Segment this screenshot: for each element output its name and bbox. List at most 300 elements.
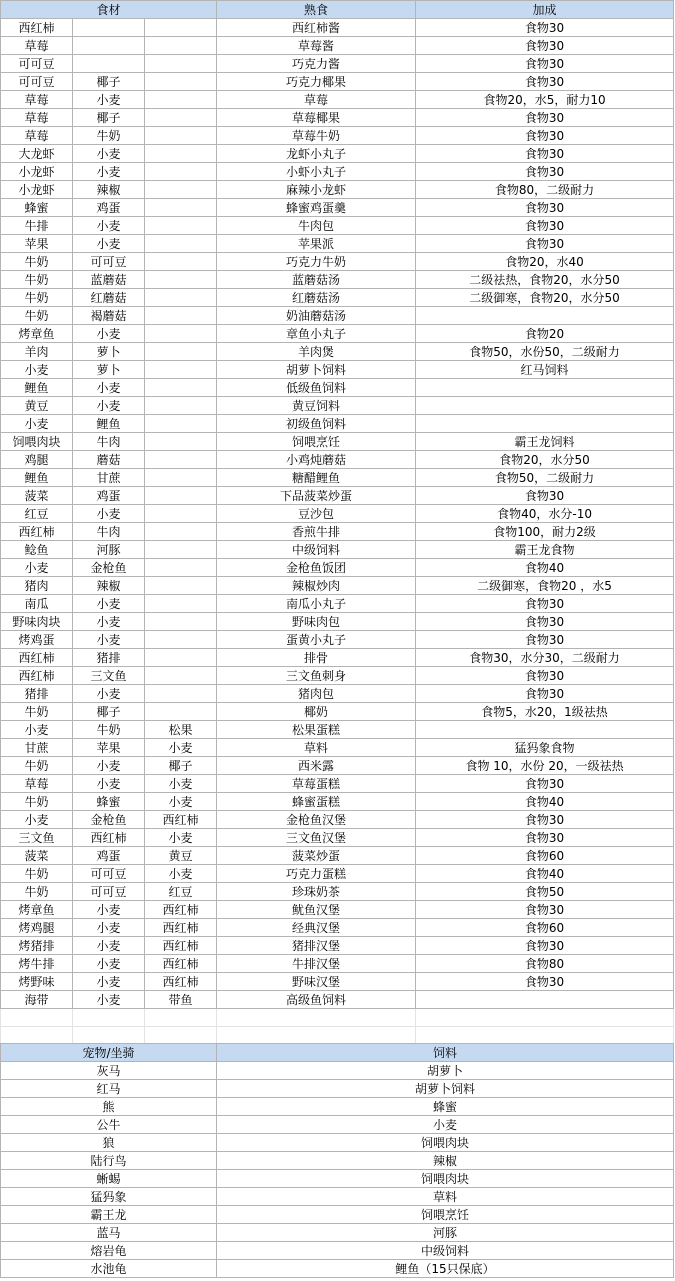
table-row <box>1 595 674 613</box>
dish-cell: 巧克力蛋糕 <box>217 865 416 883</box>
bonus-cell: 食物20，水5，耐力10 <box>416 91 674 109</box>
table-row <box>1 361 674 379</box>
table-row <box>1 1224 674 1242</box>
table-row <box>1 1062 674 1080</box>
ingredient-3-cell <box>145 271 217 289</box>
bonus-cell <box>416 397 674 415</box>
table-row <box>1 1206 674 1224</box>
dish-cell: 高级鱼饲料 <box>217 991 416 1009</box>
bonus-cell: 食物30 <box>416 595 674 613</box>
ingredient-2-cell: 小麦 <box>73 631 145 649</box>
feed-cell: 蜂蜜 <box>217 1098 674 1116</box>
table-row <box>1 217 674 235</box>
ingredient-3-cell <box>145 523 217 541</box>
pet-cell: 红马 <box>1 1080 217 1098</box>
dish-cell: 草莓牛奶 <box>217 127 416 145</box>
pet-cell: 霸王龙 <box>1 1206 217 1224</box>
pet-cell: 熔岩龟 <box>1 1242 217 1260</box>
dish-cell: 胡萝卜饲料 <box>217 361 416 379</box>
dish-cell: 牛肉包 <box>217 217 416 235</box>
bonus-cell <box>416 721 674 739</box>
feed-cell: 草料 <box>217 1188 674 1206</box>
bonus-cell: 红马饲料 <box>416 361 674 379</box>
bonus-cell: 食物30 <box>416 109 674 127</box>
pet-cell: 蜥蜴 <box>1 1170 217 1188</box>
empty-cell <box>73 1009 145 1027</box>
ingredient-3-cell <box>145 433 217 451</box>
ingredient-2-cell: 小麦 <box>73 775 145 793</box>
dish-cell: 小鸡炖蘑菇 <box>217 451 416 469</box>
ingredient-1-cell: 草莓 <box>1 127 73 145</box>
ingredient-2-cell: 猪排 <box>73 649 145 667</box>
ingredient-2-cell: 小麦 <box>73 757 145 775</box>
ingredient-1-cell: 苹果 <box>1 235 73 253</box>
ingredient-3-cell <box>145 73 217 91</box>
table-row <box>1 703 674 721</box>
ingredient-3-cell <box>145 631 217 649</box>
dish-cell: 西红柿酱 <box>217 19 416 37</box>
ingredient-2-cell: 小麦 <box>73 91 145 109</box>
dish-cell: 羊肉煲 <box>217 343 416 361</box>
ingredient-3-cell <box>145 253 217 271</box>
dish-cell: 椰奶 <box>217 703 416 721</box>
ingredient-2-cell: 褐蘑菇 <box>73 307 145 325</box>
dish-cell: 豆沙包 <box>217 505 416 523</box>
ingredient-2-cell: 小麦 <box>73 505 145 523</box>
bonus-cell: 食物30 <box>416 199 674 217</box>
ingredient-2-cell: 鸡蛋 <box>73 847 145 865</box>
table-row <box>1 775 674 793</box>
ingredient-3-cell: 西红柿 <box>145 811 217 829</box>
table-row <box>1 757 674 775</box>
table-row <box>1 1098 674 1116</box>
feed-cell: 河豚 <box>217 1224 674 1242</box>
ingredient-2-cell: 小麦 <box>73 937 145 955</box>
ingredient-3-cell: 小麦 <box>145 829 217 847</box>
table-row <box>1 253 674 271</box>
dish-cell: 猪肉包 <box>217 685 416 703</box>
empty-cell <box>145 1027 217 1045</box>
bonus-cell: 食物20 <box>416 325 674 343</box>
ingredient-3-cell <box>145 181 217 199</box>
ingredient-3-cell <box>145 145 217 163</box>
ingredient-1-cell: 羊肉 <box>1 343 73 361</box>
bonus-cell: 食物30 <box>416 811 674 829</box>
ingredient-2-cell: 可可豆 <box>73 865 145 883</box>
ingredient-3-cell: 西红柿 <box>145 955 217 973</box>
ingredient-3-cell: 带鱼 <box>145 991 217 1009</box>
table-row <box>1 127 674 145</box>
ingredient-2-cell: 牛奶 <box>73 127 145 145</box>
ingredient-2-cell: 小麦 <box>73 901 145 919</box>
bonus-cell: 食物40，水分-10 <box>416 505 674 523</box>
table-row <box>1 685 674 703</box>
dish-cell: 巧克力酱 <box>217 55 416 73</box>
header-bonus: 加成 <box>416 1 674 19</box>
table-row <box>1 37 674 55</box>
table-row <box>1 523 674 541</box>
table-row <box>1 829 674 847</box>
bonus-cell: 食物30 <box>416 829 674 847</box>
bonus-cell: 食物50，水份50，二级耐力 <box>416 343 674 361</box>
ingredient-1-cell: 小龙虾 <box>1 163 73 181</box>
feed-cell: 小麦 <box>217 1116 674 1134</box>
ingredient-1-cell: 草莓 <box>1 91 73 109</box>
table-row <box>1 469 674 487</box>
ingredient-2-cell <box>73 55 145 73</box>
ingredient-2-cell: 小麦 <box>73 613 145 631</box>
ingredient-3-cell: 西红柿 <box>145 973 217 991</box>
table-row <box>1 109 674 127</box>
table-row <box>1 649 674 667</box>
dish-cell: 香煎牛排 <box>217 523 416 541</box>
table-row <box>1 919 674 937</box>
table-row <box>1 811 674 829</box>
ingredient-3-cell <box>145 361 217 379</box>
ingredient-1-cell: 甘蔗 <box>1 739 73 757</box>
ingredient-3-cell: 小麦 <box>145 865 217 883</box>
dish-cell: 蛋黄小丸子 <box>217 631 416 649</box>
ingredient-1-cell: 鲤鱼 <box>1 379 73 397</box>
ingredient-3-cell <box>145 613 217 631</box>
ingredient-3-cell <box>145 91 217 109</box>
ingredient-3-cell: 小麦 <box>145 775 217 793</box>
bonus-cell: 霸王龙饲料 <box>416 433 674 451</box>
bonus-cell: 食物50 <box>416 883 674 901</box>
dish-cell: 饲喂烹饪 <box>217 433 416 451</box>
ingredient-3-cell <box>145 109 217 127</box>
dish-cell: 巧克力牛奶 <box>217 253 416 271</box>
ingredient-1-cell: 牛排 <box>1 217 73 235</box>
ingredient-1-cell: 烤鸡腿 <box>1 919 73 937</box>
dish-cell: 草莓椰果 <box>217 109 416 127</box>
ingredient-2-cell: 鸡蛋 <box>73 199 145 217</box>
ingredient-2-cell: 蜂蜜 <box>73 793 145 811</box>
bonus-cell: 食物60 <box>416 847 674 865</box>
ingredient-2-cell: 小麦 <box>73 163 145 181</box>
bonus-cell: 食物20，水分50 <box>416 451 674 469</box>
ingredient-1-cell: 草莓 <box>1 37 73 55</box>
ingredient-2-cell: 小麦 <box>73 145 145 163</box>
table-row <box>1 721 674 739</box>
table-row <box>1 865 674 883</box>
header-dish: 熟食 <box>217 1 416 19</box>
ingredient-1-cell: 牛奶 <box>1 307 73 325</box>
ingredient-1-cell: 饲喂肉块 <box>1 433 73 451</box>
table-row <box>1 433 674 451</box>
ingredient-3-cell: 西红柿 <box>145 901 217 919</box>
ingredient-1-cell: 牛奶 <box>1 793 73 811</box>
ingredient-2-cell: 蓝蘑菇 <box>73 271 145 289</box>
bonus-cell: 二级御寒，食物20，水分50 <box>416 289 674 307</box>
ingredient-2-cell: 小麦 <box>73 595 145 613</box>
ingredient-1-cell: 红豆 <box>1 505 73 523</box>
ingredient-2-cell: 甘蔗 <box>73 469 145 487</box>
bonus-cell <box>416 991 674 1009</box>
dish-cell: 草料 <box>217 739 416 757</box>
table-row <box>1 199 674 217</box>
bonus-cell: 食物80，二级耐力 <box>416 181 674 199</box>
table-row <box>1 73 674 91</box>
ingredient-1-cell: 牛奶 <box>1 865 73 883</box>
table-row <box>1 1170 674 1188</box>
bonus-cell <box>416 379 674 397</box>
bonus-cell: 食物30 <box>416 235 674 253</box>
ingredient-2-cell: 牛肉 <box>73 433 145 451</box>
dish-cell: 三文鱼刺身 <box>217 667 416 685</box>
ingredient-3-cell <box>145 325 217 343</box>
ingredient-1-cell: 可可豆 <box>1 73 73 91</box>
dish-cell: 草莓 <box>217 91 416 109</box>
ingredient-2-cell: 小麦 <box>73 973 145 991</box>
ingredient-2-cell: 西红柿 <box>73 829 145 847</box>
ingredient-3-cell <box>145 217 217 235</box>
bonus-cell: 食物30 <box>416 217 674 235</box>
empty-cell <box>73 1027 145 1045</box>
dish-cell: 奶油蘑菇汤 <box>217 307 416 325</box>
ingredient-1-cell: 烤章鱼 <box>1 901 73 919</box>
table-row <box>1 955 674 973</box>
bonus-cell: 霸王龙食物 <box>416 541 674 559</box>
ingredient-3-cell <box>145 703 217 721</box>
ingredient-3-cell <box>145 649 217 667</box>
ingredient-1-cell: 可可豆 <box>1 55 73 73</box>
ingredient-3-cell <box>145 343 217 361</box>
ingredient-2-cell: 小麦 <box>73 991 145 1009</box>
pet-cell: 狼 <box>1 1134 217 1152</box>
empty-cell <box>1 1009 73 1027</box>
bonus-cell: 食物30 <box>416 145 674 163</box>
ingredient-2-cell: 牛肉 <box>73 523 145 541</box>
ingredient-3-cell <box>145 163 217 181</box>
bonus-cell: 食物40 <box>416 559 674 577</box>
ingredient-1-cell: 蜂蜜 <box>1 199 73 217</box>
dish-cell: 金枪鱼饭团 <box>217 559 416 577</box>
table-row <box>1 379 674 397</box>
table-row <box>1 883 674 901</box>
bonus-cell: 食物30 <box>416 55 674 73</box>
table-row <box>1 289 674 307</box>
table-row <box>1 1242 674 1260</box>
table-row <box>1 541 674 559</box>
ingredient-3-cell <box>145 487 217 505</box>
ingredient-1-cell: 草莓 <box>1 775 73 793</box>
header-feed: 饲料 <box>217 1044 674 1062</box>
ingredient-3-cell <box>145 379 217 397</box>
table-row <box>1 451 674 469</box>
bonus-cell: 食物 10，水份 20，一级祛热 <box>416 757 674 775</box>
bonus-cell: 食物30 <box>416 127 674 145</box>
ingredient-1-cell: 烤猪排 <box>1 937 73 955</box>
ingredient-3-cell <box>145 199 217 217</box>
ingredient-2-cell: 可可豆 <box>73 883 145 901</box>
table-row <box>1 937 674 955</box>
ingredient-1-cell: 猪排 <box>1 685 73 703</box>
empty-cell <box>145 1009 217 1027</box>
ingredient-2-cell: 鲤鱼 <box>73 415 145 433</box>
dish-cell: 中级饲料 <box>217 541 416 559</box>
dish-cell: 章鱼小丸子 <box>217 325 416 343</box>
table-row <box>1 973 674 991</box>
bonus-cell: 二级御寒，食物20 ，水5 <box>416 577 674 595</box>
ingredient-1-cell: 小麦 <box>1 361 73 379</box>
feed-cell: 胡萝卜饲料 <box>217 1080 674 1098</box>
feed-cell: 中级饲料 <box>217 1242 674 1260</box>
ingredient-2-cell: 小麦 <box>73 955 145 973</box>
ingredient-1-cell: 牛奶 <box>1 271 73 289</box>
ingredient-3-cell <box>145 307 217 325</box>
dish-cell: 菠菜炒蛋 <box>217 847 416 865</box>
ingredient-2-cell: 金枪鱼 <box>73 811 145 829</box>
dish-cell: 草莓蛋糕 <box>217 775 416 793</box>
ingredient-1-cell: 黄豆 <box>1 397 73 415</box>
ingredient-2-cell: 小麦 <box>73 379 145 397</box>
bonus-cell: 食物100，耐力2级 <box>416 523 674 541</box>
table-row <box>1 181 674 199</box>
ingredient-3-cell <box>145 19 217 37</box>
bonus-cell: 猛犸象食物 <box>416 739 674 757</box>
ingredient-1-cell: 鲤鱼 <box>1 469 73 487</box>
ingredient-1-cell: 海带 <box>1 991 73 1009</box>
table-row <box>1 91 674 109</box>
table-row <box>1 1116 674 1134</box>
dish-cell: 金枪鱼汉堡 <box>217 811 416 829</box>
bonus-cell: 食物30 <box>416 901 674 919</box>
ingredient-1-cell: 菠菜 <box>1 487 73 505</box>
ingredient-3-cell <box>145 505 217 523</box>
pet-cell: 灰马 <box>1 1062 217 1080</box>
feed-cell: 辣椒 <box>217 1152 674 1170</box>
pet-feed-table <box>0 1043 674 1278</box>
empty-cell <box>217 1009 416 1027</box>
ingredient-1-cell: 小麦 <box>1 559 73 577</box>
ingredient-1-cell: 烤鸡蛋 <box>1 631 73 649</box>
ingredient-2-cell: 三文鱼 <box>73 667 145 685</box>
feed-cell: 饲喂肉块 <box>217 1170 674 1188</box>
table-row <box>1 325 674 343</box>
bonus-cell: 食物30 <box>416 19 674 37</box>
pet-cell: 陆行鸟 <box>1 1152 217 1170</box>
table-row <box>1 307 674 325</box>
ingredient-1-cell: 菠菜 <box>1 847 73 865</box>
ingredient-2-cell: 蘑菇 <box>73 451 145 469</box>
ingredient-3-cell <box>145 577 217 595</box>
ingredient-3-cell: 小麦 <box>145 793 217 811</box>
dish-cell: 鱿鱼汉堡 <box>217 901 416 919</box>
ingredient-2-cell: 小麦 <box>73 919 145 937</box>
ingredient-3-cell: 西红柿 <box>145 919 217 937</box>
table-row <box>1 1260 674 1278</box>
ingredient-1-cell: 西红柿 <box>1 667 73 685</box>
pet-cell: 公牛 <box>1 1116 217 1134</box>
ingredient-2-cell: 小麦 <box>73 217 145 235</box>
table-row <box>1 415 674 433</box>
ingredient-2-cell: 小麦 <box>73 325 145 343</box>
recipe-header-row <box>1 1 674 19</box>
dish-cell: 低级鱼饲料 <box>217 379 416 397</box>
ingredient-1-cell: 西红柿 <box>1 649 73 667</box>
dish-cell: 辣椒炒肉 <box>217 577 416 595</box>
table-row <box>1 901 674 919</box>
bonus-cell: 食物30 <box>416 73 674 91</box>
bonus-cell: 食物60 <box>416 919 674 937</box>
ingredient-1-cell: 小麦 <box>1 811 73 829</box>
ingredient-3-cell <box>145 685 217 703</box>
bonus-cell: 食物30 <box>416 613 674 631</box>
ingredient-2-cell: 辣椒 <box>73 181 145 199</box>
ingredient-1-cell: 猪肉 <box>1 577 73 595</box>
dish-cell: 野味汉堡 <box>217 973 416 991</box>
dish-cell: 珍珠奶茶 <box>217 883 416 901</box>
dish-cell: 野味肉包 <box>217 613 416 631</box>
table-row <box>1 271 674 289</box>
table-row <box>1 667 674 685</box>
pet-cell: 蓝马 <box>1 1224 217 1242</box>
bonus-cell <box>416 415 674 433</box>
ingredient-1-cell: 小麦 <box>1 415 73 433</box>
bonus-cell: 食物20，水40 <box>416 253 674 271</box>
dish-cell: 苹果派 <box>217 235 416 253</box>
feed-cell: 饲喂烹饪 <box>217 1206 674 1224</box>
ingredient-3-cell <box>145 397 217 415</box>
pet-cell: 猛犸象 <box>1 1188 217 1206</box>
dish-cell: 西米露 <box>217 757 416 775</box>
ingredient-3-cell: 黄豆 <box>145 847 217 865</box>
ingredient-2-cell: 椰子 <box>73 703 145 721</box>
empty-cell <box>217 1027 416 1045</box>
ingredient-2-cell: 金枪鱼 <box>73 559 145 577</box>
ingredient-2-cell: 辣椒 <box>73 577 145 595</box>
dish-cell: 初级鱼饲料 <box>217 415 416 433</box>
ingredient-3-cell <box>145 55 217 73</box>
dish-cell: 麻辣小龙虾 <box>217 181 416 199</box>
dish-cell: 红蘑菇汤 <box>217 289 416 307</box>
table-row <box>1 739 674 757</box>
table-row <box>1 163 674 181</box>
table-row <box>1 793 674 811</box>
ingredient-1-cell: 西红柿 <box>1 19 73 37</box>
feed-cell: 鲤鱼（15只保底） <box>217 1260 674 1278</box>
ingredient-1-cell: 大龙虾 <box>1 145 73 163</box>
bonus-cell: 食物30 <box>416 685 674 703</box>
ingredient-1-cell: 南瓜 <box>1 595 73 613</box>
pet-cell: 水池龟 <box>1 1260 217 1278</box>
bonus-cell: 食物30，水分30，二级耐力 <box>416 649 674 667</box>
header-pet: 宠物/坐骑 <box>1 1044 217 1062</box>
dish-cell: 蜂蜜蛋糕 <box>217 793 416 811</box>
ingredient-1-cell: 烤牛排 <box>1 955 73 973</box>
bonus-cell: 食物40 <box>416 865 674 883</box>
bonus-cell: 食物80 <box>416 955 674 973</box>
ingredient-2-cell: 牛奶 <box>73 721 145 739</box>
table-row <box>1 235 674 253</box>
empty-cell <box>1 1027 73 1045</box>
ingredient-2-cell: 小麦 <box>73 235 145 253</box>
ingredient-2-cell: 可可豆 <box>73 253 145 271</box>
table-row <box>1 991 674 1009</box>
bonus-cell: 食物30 <box>416 37 674 55</box>
ingredient-2-cell: 苹果 <box>73 739 145 757</box>
dish-cell: 蓝蘑菇汤 <box>217 271 416 289</box>
bonus-cell: 食物30 <box>416 937 674 955</box>
dish-cell: 小虾小丸子 <box>217 163 416 181</box>
table-row <box>1 487 674 505</box>
ingredient-1-cell: 牛奶 <box>1 883 73 901</box>
header-ingredients: 食材 <box>1 1 217 19</box>
ingredient-2-cell: 椰子 <box>73 109 145 127</box>
ingredient-3-cell: 小麦 <box>145 739 217 757</box>
bonus-cell: 食物30 <box>416 667 674 685</box>
